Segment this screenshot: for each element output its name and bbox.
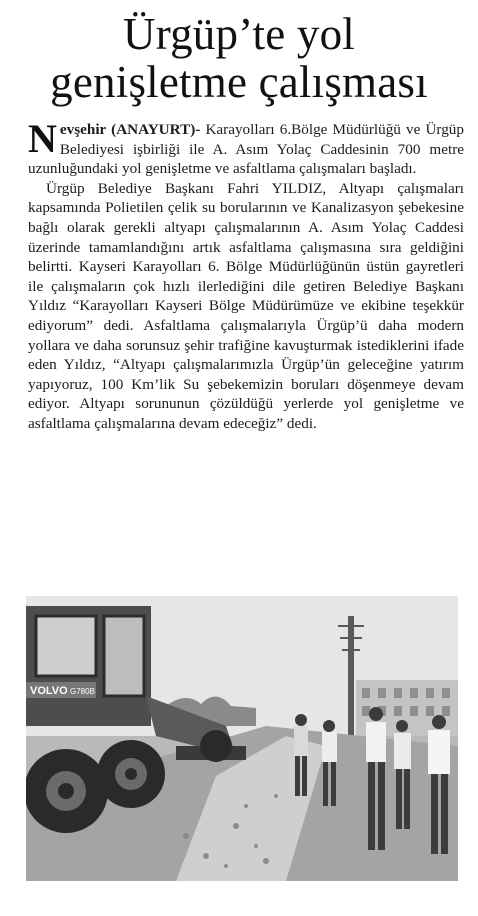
article-paragraph-1	[28, 116, 464, 179]
article-paragraph-2: Ürgüp Belediye Başkanı Fahri YILDIZ, Altyapı çalışmaları kapsamında Polietilen çelik su borularının ve Kanalizasyon şebekesine bağlı olarak gerekli altyapı çalışmalarının A. Asım Yolaç Caddesi üzerinde tamamlandığını artık asfaltlama çalışmasına sıra geldiğini belirtti. Kayseri Karayolları 6. Bölge Müdürlüğünün üstün gayretleri ile çalışmaların çok hızlı ilerlediğini dile getiren Belediye Başkanı Yıldız “Karayolları Kayseri Bölge Müdürümüze ve ekibine teşekkür ediyorum” dedi. Asfaltlama çalışmalarıyla Ürgüp’ü daha modern yollara ve daha sorunsuz şehir trafiğine kavuşturmak istediklerini ifade eden Yıldız, “Altyapı çalışmalarımızla Ürgüp’ün geleceğine yatırım yapıyoruz, 100 Km’lik Su şebekemizin boruları döşenmeye devam ediyor. Altyapı sorununun çözüldüğü yerlerde yol genişletme ve asfaltlama çalışmalarına devam edeceğiz” dedi.	[28, 179, 464, 432]
dropcap-letter: N	[28, 116, 57, 161]
article-photo	[26, 596, 458, 881]
machine-model-label: G780B	[70, 687, 95, 696]
article-body	[28, 116, 464, 434]
article-lead-text: Karayolları 6.Bölge Müdürlüğü ve Ürgüp Belediyesi işbirliği ile A. Asım Yolaç Caddesinin 700 metre uzunluğundaki yol genişletme ve asfaltlama çalışmaları başladı.	[28, 121, 464, 178]
headline	[0, 10, 478, 106]
byline: evşehir (ANAYURT)-	[59, 121, 201, 138]
headline-line-2: genişletme çalışması	[50, 57, 428, 107]
machine-brand-label: VOLVO	[30, 685, 68, 697]
headline-line-1: Ürgüp’te yol	[123, 9, 355, 59]
